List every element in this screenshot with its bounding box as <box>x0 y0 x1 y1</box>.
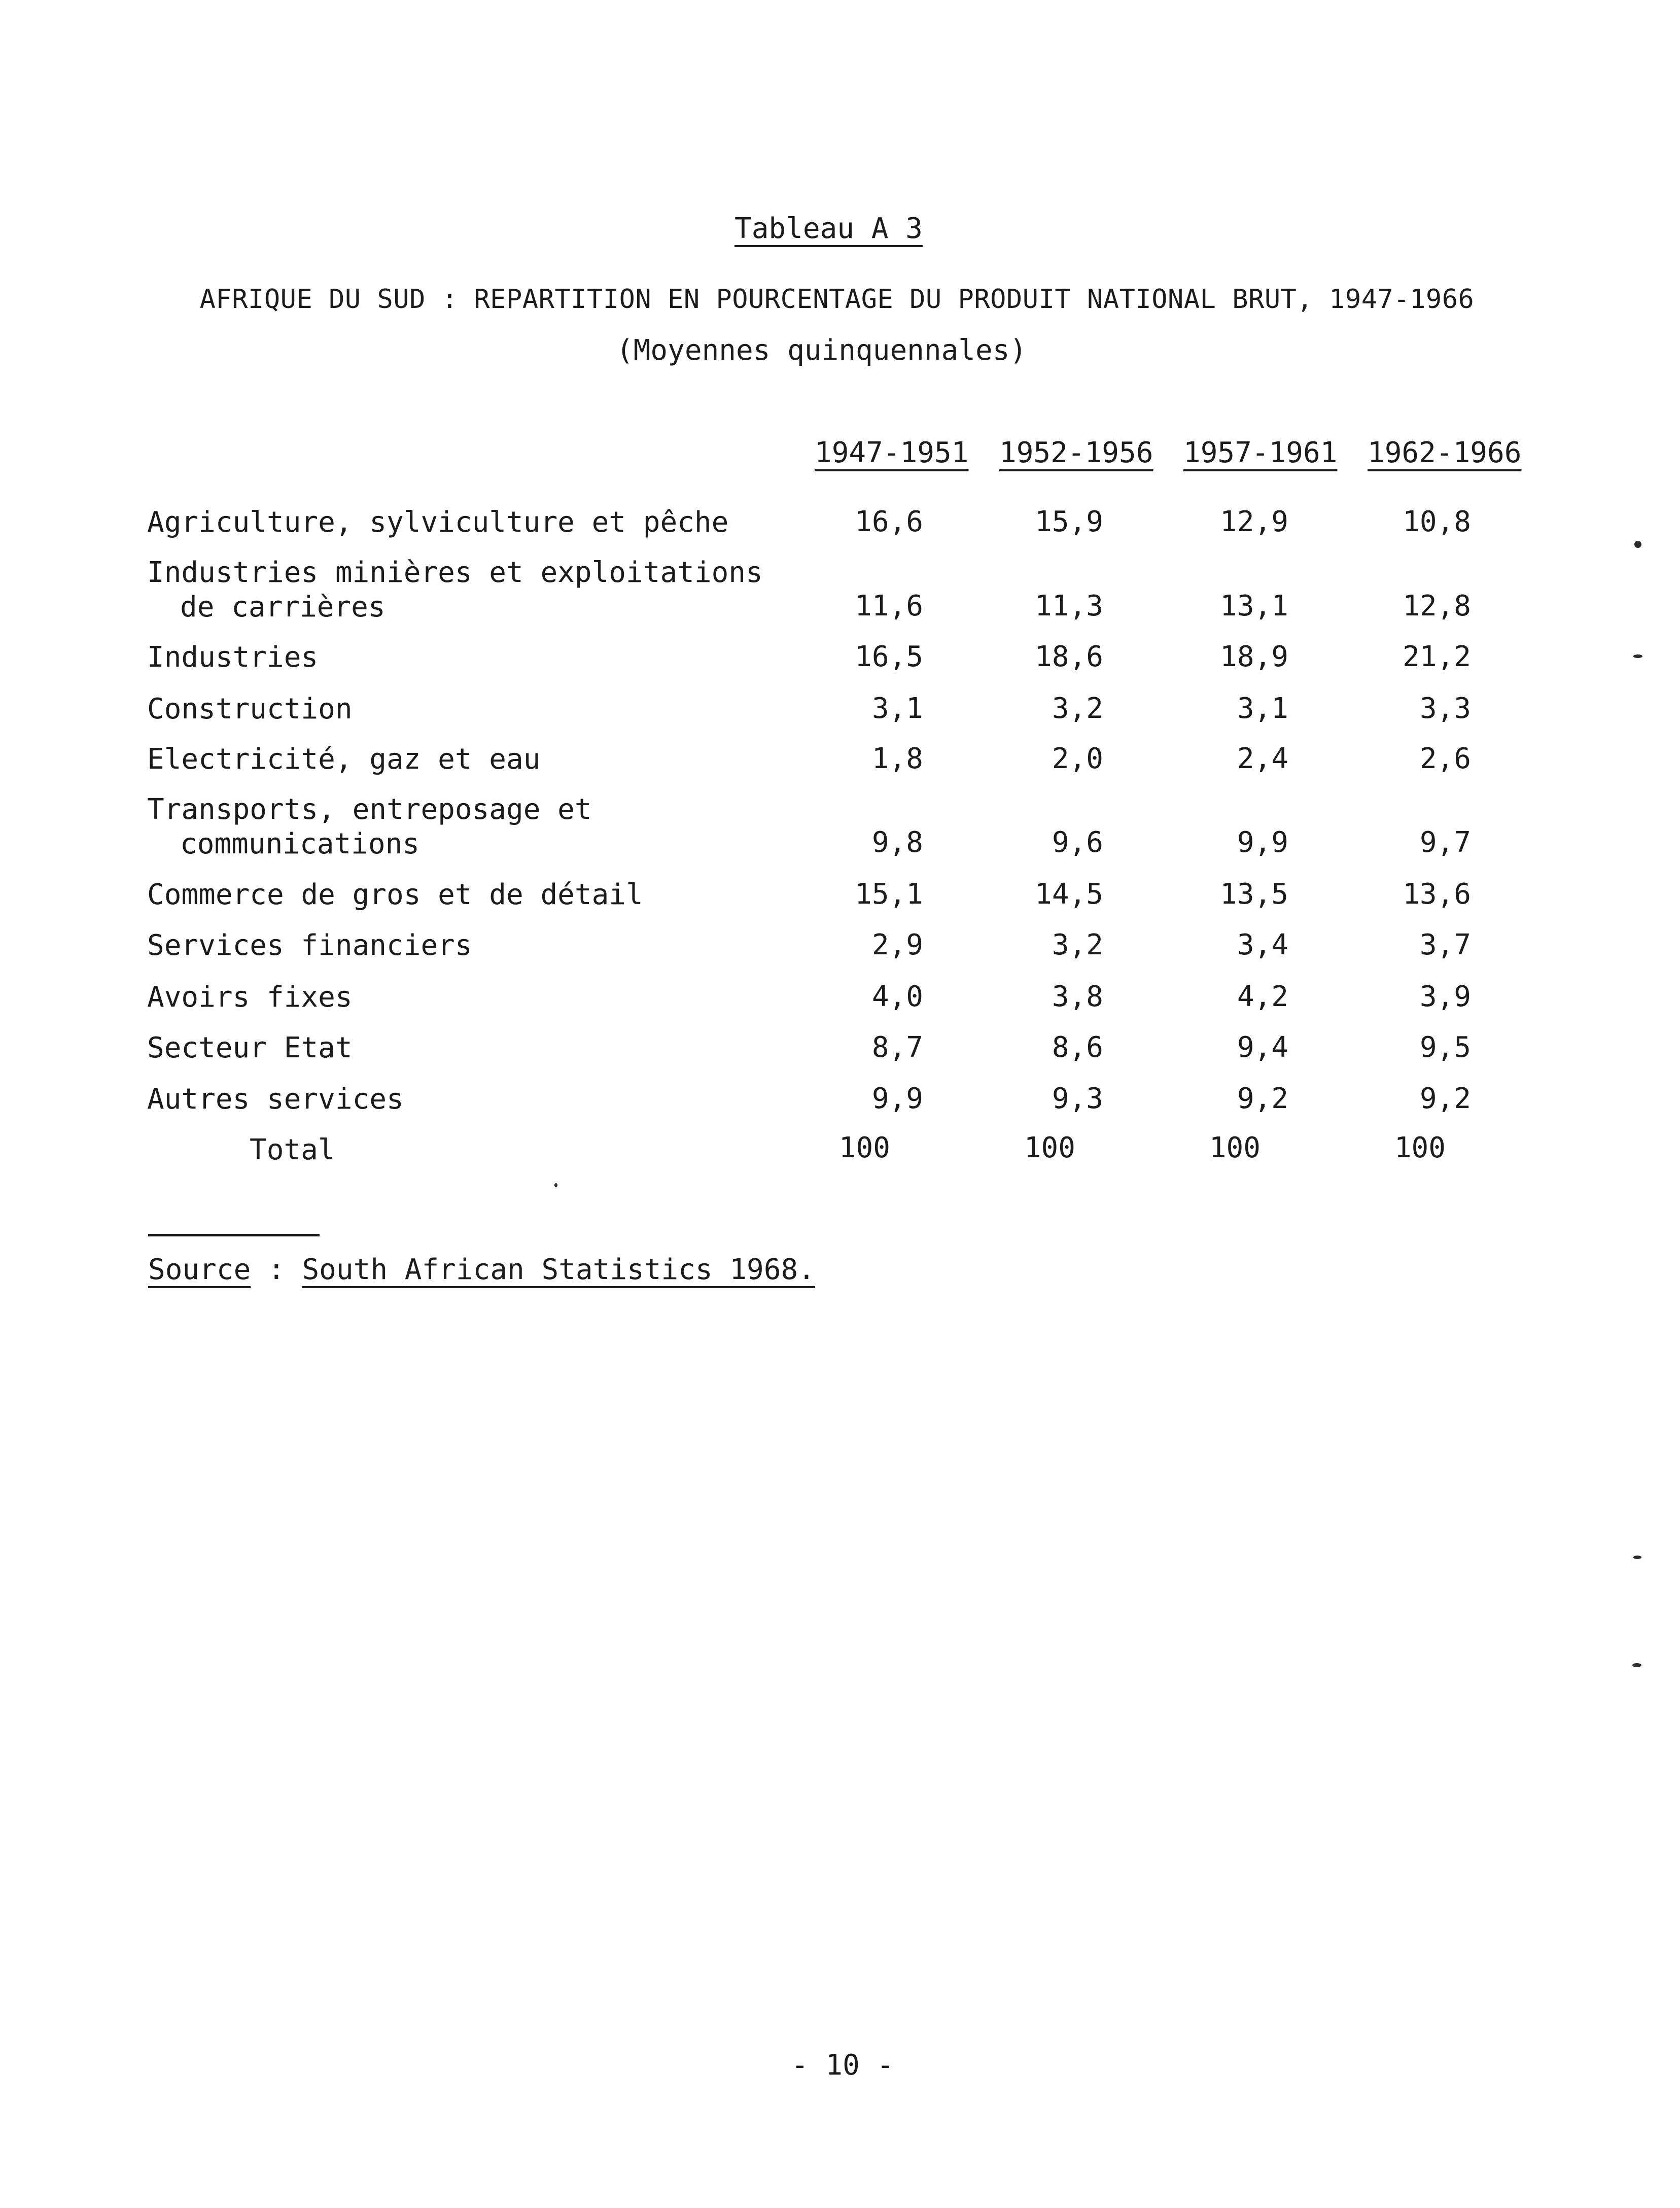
total-label: Total <box>250 1133 335 1166</box>
table-cell: 3,8 <box>1052 980 1103 1013</box>
table-cell: 13,5 <box>1220 878 1288 911</box>
table-cell: 11,6 <box>855 590 923 623</box>
table-cell: 9,5 <box>1419 1031 1471 1064</box>
table-cell: 2,0 <box>1052 742 1103 775</box>
table-cell: 3,3 <box>1419 692 1471 725</box>
table-cell: 16,5 <box>855 640 923 673</box>
table-cell: 4,2 <box>1237 980 1288 1013</box>
row-label-transports: Transports, entreposage et communications <box>147 793 592 860</box>
column-header-1947-1951: 1947-1951 <box>815 436 969 469</box>
table-cell: 9,3 <box>1052 1082 1103 1115</box>
row-label-services-financiers: Services financiers <box>147 929 472 962</box>
column-header-1962-1966: 1962-1966 <box>1368 436 1522 469</box>
table-subheading: (Moyennes quinquennales) <box>616 334 1027 367</box>
table-cell: 14,5 <box>1035 878 1103 911</box>
row-label-commerce: Commerce de gros et de détail <box>147 878 643 911</box>
table-cell: 3,2 <box>1052 928 1103 961</box>
table-cell: 9,2 <box>1419 1082 1471 1115</box>
table-cell: 1,8 <box>871 742 923 775</box>
table-cell: 3,1 <box>1237 692 1288 725</box>
scan-speck <box>1633 654 1642 658</box>
table-cell: 9,9 <box>1237 826 1288 859</box>
row-label-secteur-etat: Secteur Etat <box>147 1031 353 1064</box>
table-cell: 9,2 <box>1237 1082 1288 1115</box>
scan-speck <box>554 1183 557 1187</box>
footnote-rule <box>148 1234 320 1236</box>
table-cell: 15,9 <box>1035 505 1103 538</box>
row-label-avoirs-fixes: Avoirs fixes <box>147 981 353 1014</box>
total-cell: 100 <box>838 1131 890 1164</box>
table-cell: 4,0 <box>871 980 923 1013</box>
table-cell: 16,6 <box>855 505 923 538</box>
table-cell: 8,7 <box>871 1031 923 1064</box>
row-label-electricite: Electricité, gaz et eau <box>147 743 541 776</box>
table-cell: 12,8 <box>1403 590 1471 623</box>
table-cell: 3,9 <box>1419 980 1471 1013</box>
scan-speck <box>1632 1663 1641 1667</box>
total-cell: 100 <box>1024 1131 1075 1164</box>
row-label-construction: Construction <box>147 693 353 726</box>
row-label-industries-minieres: Industries minières et exploitations de carrières <box>147 556 763 624</box>
table-cell: 18,6 <box>1035 640 1103 673</box>
source-text: South African Statistics 1968. <box>302 1253 815 1286</box>
table-cell: 15,1 <box>855 878 923 911</box>
column-header-1952-1956: 1952-1956 <box>999 436 1153 469</box>
row-label-agriculture: Agriculture, sylviculture et pêche <box>147 506 729 539</box>
row-label-autres-services: Autres services <box>147 1083 404 1116</box>
table-cell: 3,2 <box>1052 692 1103 725</box>
table-cell: 13,6 <box>1403 878 1471 911</box>
scan-speck <box>1634 541 1641 548</box>
table-cell: 2,4 <box>1237 742 1288 775</box>
table-cell: 9,4 <box>1237 1031 1288 1064</box>
table-cell: 8,6 <box>1052 1031 1103 1064</box>
total-cell: 100 <box>1209 1131 1261 1164</box>
row-label-industries: Industries <box>147 641 319 674</box>
table-cell: 9,6 <box>1052 826 1103 859</box>
table-cell: 13,1 <box>1220 590 1288 623</box>
source-prefix: Source <box>148 1253 251 1286</box>
table-cell: 3,1 <box>871 692 923 725</box>
page-number: - 10 - <box>791 2049 894 2082</box>
table-cell: 21,2 <box>1403 640 1471 673</box>
table-title: Tableau A 3 <box>734 212 923 245</box>
table-cell: 10,8 <box>1403 505 1471 538</box>
table-cell: 12,9 <box>1220 505 1288 538</box>
table-cell: 3,4 <box>1237 928 1288 961</box>
source-note <box>148 1253 815 1286</box>
scan-speck <box>1633 1556 1641 1559</box>
source-separator: : <box>251 1253 302 1286</box>
total-cell: 100 <box>1394 1131 1446 1164</box>
column-header-1957-1961: 1957-1961 <box>1183 436 1338 469</box>
table-cell: 3,7 <box>1419 928 1471 961</box>
table-cell: 11,3 <box>1035 590 1103 623</box>
table-heading: AFRIQUE DU SUD : REPARTITION EN POURCENTAGE DU PRODUIT NATIONAL BRUT, 1947-1966 <box>199 284 1475 315</box>
table-cell: 18,9 <box>1220 640 1288 673</box>
table-cell: 9,9 <box>871 1082 923 1115</box>
table-cell: 9,8 <box>871 826 923 859</box>
table-cell: 2,9 <box>871 928 923 961</box>
table-cell: 9,7 <box>1419 826 1471 859</box>
table-cell: 2,6 <box>1419 742 1471 775</box>
